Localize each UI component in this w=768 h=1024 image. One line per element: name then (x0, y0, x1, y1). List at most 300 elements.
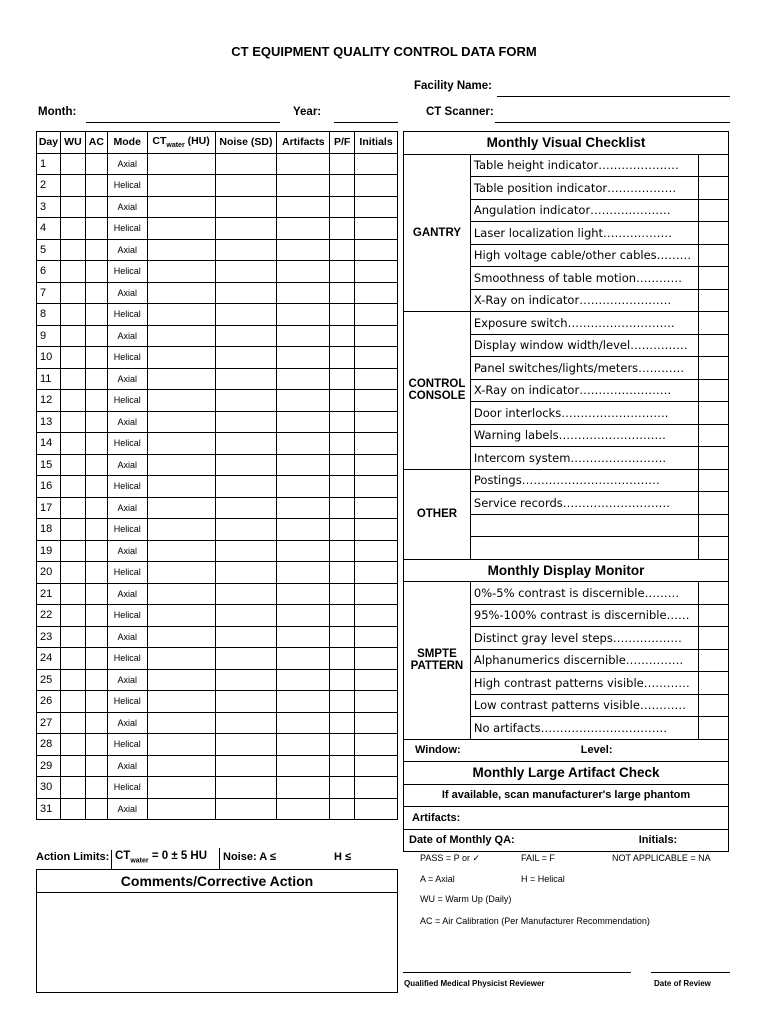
artifacts-cell[interactable] (277, 368, 330, 390)
pf-cell[interactable] (330, 798, 355, 820)
day-cell: 24 (37, 648, 61, 670)
initials-cell[interactable] (355, 325, 398, 347)
ct-cell[interactable] (147, 626, 215, 648)
wu-cell[interactable] (60, 476, 85, 498)
wu-cell[interactable] (60, 175, 85, 197)
initials-cell[interactable] (355, 390, 398, 412)
artifacts-cell[interactable] (277, 540, 330, 562)
artifacts-cell[interactable] (277, 347, 330, 369)
ct-cell[interactable] (147, 497, 215, 519)
pf-cell[interactable] (330, 175, 355, 197)
ct-cell[interactable] (147, 196, 215, 218)
checklist-result-cell[interactable] (698, 492, 728, 515)
ct-cell[interactable] (147, 734, 215, 756)
initials-cell[interactable] (355, 734, 398, 756)
year-field[interactable] (334, 108, 398, 123)
category-other: OTHER (404, 469, 471, 559)
day-cell: 18 (37, 519, 61, 541)
artifacts-cell[interactable] (277, 476, 330, 498)
ac-cell[interactable] (85, 734, 107, 756)
initials-cell[interactable] (355, 583, 398, 605)
ac-cell[interactable] (85, 433, 107, 455)
ct-cell[interactable] (147, 282, 215, 304)
wu-cell[interactable] (60, 669, 85, 691)
ac-cell[interactable] (85, 648, 107, 670)
ac-cell[interactable] (85, 583, 107, 605)
pf-cell[interactable] (330, 239, 355, 261)
noise-cell[interactable] (215, 196, 277, 218)
pf-cell[interactable] (330, 368, 355, 390)
reviewer-line[interactable] (403, 972, 631, 973)
noise-cell[interactable] (215, 454, 277, 476)
ct-cell[interactable] (147, 798, 215, 820)
initials-cell[interactable] (355, 755, 398, 777)
pf-cell[interactable] (330, 712, 355, 734)
wu-cell[interactable] (60, 626, 85, 648)
noise-cell[interactable] (215, 218, 277, 240)
ac-cell[interactable] (85, 519, 107, 541)
pf-cell[interactable] (330, 755, 355, 777)
ct-cell[interactable] (147, 239, 215, 261)
pf-cell[interactable] (330, 669, 355, 691)
table-row (37, 454, 398, 476)
checklist-result-cell[interactable] (698, 447, 728, 470)
table-row (37, 669, 398, 691)
wu-cell[interactable] (60, 519, 85, 541)
noise-cell[interactable] (215, 691, 277, 713)
pf-cell[interactable] (330, 411, 355, 433)
noise-cell[interactable] (215, 798, 277, 820)
monthly-checklist-table (403, 131, 729, 852)
window-level-cell[interactable] (404, 739, 729, 762)
initials-cell[interactable] (355, 239, 398, 261)
facility-label: Facility Name: (414, 80, 492, 92)
checklist-item: Angulation indicator………………… (470, 199, 698, 222)
month-field[interactable] (86, 108, 280, 123)
table-row (37, 153, 398, 175)
initials-cell[interactable] (355, 605, 398, 627)
facility-field[interactable] (497, 82, 730, 97)
noise-cell[interactable] (215, 755, 277, 777)
artifacts-cell[interactable] (277, 175, 330, 197)
wu-cell[interactable] (60, 153, 85, 175)
ct-cell[interactable] (147, 605, 215, 627)
initials-cell[interactable] (355, 540, 398, 562)
checklist-result-cell[interactable] (698, 424, 728, 447)
wu-cell[interactable] (60, 368, 85, 390)
scanner-field[interactable] (495, 108, 730, 123)
initials-cell[interactable] (355, 691, 398, 713)
wu-cell[interactable] (60, 411, 85, 433)
col-noise: Noise (SD) (215, 132, 277, 154)
initials-cell[interactable] (355, 712, 398, 734)
ac-cell[interactable] (85, 196, 107, 218)
table-row (37, 734, 398, 756)
ct-cell[interactable] (147, 691, 215, 713)
noise-cell[interactable] (215, 626, 277, 648)
artifacts-cell[interactable] (277, 605, 330, 627)
day-cell: 4 (37, 218, 61, 240)
initials-cell[interactable] (355, 777, 398, 799)
checklist-item: Service records………………………. (470, 492, 698, 515)
noise-cell[interactable] (215, 519, 277, 541)
checklist-result-cell[interactable] (698, 649, 728, 672)
checklist-row (404, 469, 729, 492)
wu-cell[interactable] (60, 691, 85, 713)
initials-cell[interactable] (355, 304, 398, 326)
noise-cell[interactable] (215, 282, 277, 304)
ac-cell[interactable] (85, 390, 107, 412)
checklist-result-cell[interactable] (698, 154, 728, 177)
noise-cell[interactable] (215, 476, 277, 498)
checklist-result-cell[interactable] (698, 604, 728, 627)
mode-cell: Axial (107, 669, 147, 691)
pf-cell[interactable] (330, 648, 355, 670)
table-row (37, 239, 398, 261)
noise-cell[interactable] (215, 347, 277, 369)
ct-cell[interactable] (147, 175, 215, 197)
noise-cell[interactable] (215, 239, 277, 261)
pf-cell[interactable] (330, 777, 355, 799)
artifacts-cell[interactable] (277, 153, 330, 175)
artifacts-cell[interactable] (277, 777, 330, 799)
noise-cell[interactable] (215, 433, 277, 455)
initials-cell[interactable] (355, 153, 398, 175)
day-cell: 23 (37, 626, 61, 648)
checklist-result-cell[interactable] (698, 222, 728, 245)
initials-cell[interactable] (355, 476, 398, 498)
ac-cell[interactable] (85, 669, 107, 691)
wu-cell[interactable] (60, 261, 85, 283)
ct-cell[interactable] (147, 648, 215, 670)
action-limits-row (36, 848, 398, 869)
table-row (37, 476, 398, 498)
category-control-console: CONTROL CONSOLE (404, 312, 471, 470)
checklist-result-cell[interactable] (698, 334, 728, 357)
ac-cell[interactable] (85, 175, 107, 197)
initials-cell[interactable] (355, 411, 398, 433)
checklist-result-cell[interactable] (698, 717, 728, 740)
artifacts-cell[interactable] (277, 304, 330, 326)
ct-cell[interactable] (147, 325, 215, 347)
artifacts-cell[interactable] (277, 218, 330, 240)
ct-cell[interactable] (147, 777, 215, 799)
initials-cell[interactable] (355, 497, 398, 519)
ac-cell[interactable] (85, 626, 107, 648)
checklist-item: Door interlocks………………………. (470, 402, 698, 425)
artifacts-cell[interactable] (277, 433, 330, 455)
mode-cell: Helical (107, 433, 147, 455)
ac-cell[interactable] (85, 562, 107, 584)
day-cell: 14 (37, 433, 61, 455)
day-cell: 1 (37, 153, 61, 175)
ct-cell[interactable] (147, 368, 215, 390)
qa-date-cell[interactable] (404, 829, 729, 852)
artifacts-cell[interactable] (277, 734, 330, 756)
mode-cell: Helical (107, 175, 147, 197)
ac-cell[interactable] (85, 411, 107, 433)
pf-cell[interactable] (330, 304, 355, 326)
ac-cell[interactable] (85, 497, 107, 519)
checklist-result-cell[interactable] (698, 694, 728, 717)
noise-cell[interactable] (215, 368, 277, 390)
mode-cell: Helical (107, 648, 147, 670)
ct-cell[interactable] (147, 540, 215, 562)
ac-cell[interactable] (85, 755, 107, 777)
wu-cell[interactable] (60, 218, 85, 240)
ac-cell[interactable] (85, 325, 107, 347)
artifacts-cell[interactable] (277, 669, 330, 691)
checklist-result-cell[interactable] (698, 177, 728, 200)
pf-cell[interactable] (330, 454, 355, 476)
checklist-result-cell[interactable] (698, 402, 728, 425)
artifacts-cell[interactable] (277, 390, 330, 412)
checklist-result-cell[interactable] (698, 469, 728, 492)
wu-cell[interactable] (60, 390, 85, 412)
artifacts-cell[interactable] (277, 712, 330, 734)
wu-cell[interactable] (60, 282, 85, 304)
pf-cell[interactable] (330, 218, 355, 240)
wu-cell[interactable] (60, 583, 85, 605)
initials-cell[interactable] (355, 218, 398, 240)
review-date-line[interactable] (651, 972, 730, 973)
initials-cell[interactable] (355, 562, 398, 584)
noise-cell[interactable] (215, 153, 277, 175)
noise-cell[interactable] (215, 669, 277, 691)
pf-cell[interactable] (330, 691, 355, 713)
ac-cell[interactable] (85, 605, 107, 627)
wu-cell[interactable] (60, 540, 85, 562)
wu-cell[interactable] (60, 433, 85, 455)
wu-cell[interactable] (60, 777, 85, 799)
pf-cell[interactable] (330, 325, 355, 347)
checklist-item (470, 514, 698, 537)
artifacts-cell[interactable] (277, 196, 330, 218)
mode-cell: Axial (107, 626, 147, 648)
artifacts-cell[interactable] (277, 798, 330, 820)
ac-cell[interactable] (85, 454, 107, 476)
initials-cell[interactable] (355, 648, 398, 670)
wu-cell[interactable] (60, 798, 85, 820)
ct-cell[interactable] (147, 454, 215, 476)
artifacts-cell[interactable] (277, 583, 330, 605)
checklist-result-cell[interactable] (698, 582, 728, 605)
noise-cell[interactable] (215, 497, 277, 519)
checklist-result-cell[interactable] (698, 199, 728, 222)
artifacts-cell[interactable] (277, 325, 330, 347)
pf-cell[interactable] (330, 476, 355, 498)
noise-cell[interactable] (215, 712, 277, 734)
ac-cell[interactable] (85, 261, 107, 283)
wu-cell[interactable] (60, 239, 85, 261)
pf-cell[interactable] (330, 605, 355, 627)
ac-cell[interactable] (85, 304, 107, 326)
ac-cell[interactable] (85, 476, 107, 498)
ct-cell[interactable] (147, 153, 215, 175)
checklist-result-cell[interactable] (698, 312, 728, 335)
artifacts-cell[interactable] (277, 755, 330, 777)
ct-cell[interactable] (147, 433, 215, 455)
checklist-result-cell[interactable] (698, 244, 728, 267)
pf-cell[interactable] (330, 519, 355, 541)
noise-cell[interactable] (215, 605, 277, 627)
wu-cell[interactable] (60, 454, 85, 476)
pf-cell[interactable] (330, 734, 355, 756)
initials-cell[interactable] (355, 433, 398, 455)
checklist-result-cell[interactable] (698, 379, 728, 402)
pf-cell[interactable] (330, 583, 355, 605)
checklist-result-cell[interactable] (698, 267, 728, 290)
ac-cell[interactable] (85, 712, 107, 734)
initials-cell[interactable] (355, 196, 398, 218)
ct-cell[interactable] (147, 669, 215, 691)
wu-cell[interactable] (60, 734, 85, 756)
noise-cell[interactable] (215, 175, 277, 197)
ct-cell[interactable] (147, 755, 215, 777)
noise-cell[interactable] (215, 583, 277, 605)
artifacts-cell[interactable] (277, 691, 330, 713)
pf-cell[interactable] (330, 390, 355, 412)
artifacts-cell[interactable] (404, 807, 729, 830)
wu-cell[interactable] (60, 325, 85, 347)
checklist-item: Warning labels………………………. (470, 424, 698, 447)
artifacts-cell[interactable] (277, 519, 330, 541)
wu-cell[interactable] (60, 497, 85, 519)
pf-cell[interactable] (330, 196, 355, 218)
ct-cell[interactable] (147, 411, 215, 433)
pf-cell[interactable] (330, 347, 355, 369)
wu-cell[interactable] (60, 304, 85, 326)
mode-cell: Helical (107, 734, 147, 756)
ct-cell[interactable] (147, 304, 215, 326)
artifacts-cell[interactable] (277, 648, 330, 670)
ac-cell[interactable] (85, 347, 107, 369)
initials-cell[interactable] (355, 669, 398, 691)
noise-cell[interactable] (215, 261, 277, 283)
initials-cell[interactable] (355, 347, 398, 369)
comments-title: Comments/Corrective Action (37, 870, 397, 893)
ct-cell[interactable] (147, 712, 215, 734)
legend-pass: PASS = P or ✓ (420, 853, 480, 863)
col-pf: P/F (330, 132, 355, 154)
checklist-item: 95%-100% contrast is discernible…… (470, 604, 698, 627)
artifacts-cell[interactable] (277, 282, 330, 304)
pf-cell[interactable] (330, 282, 355, 304)
noise-cell[interactable] (215, 777, 277, 799)
ac-cell[interactable] (85, 282, 107, 304)
initials-cell[interactable] (355, 282, 398, 304)
wu-cell[interactable] (60, 712, 85, 734)
wu-cell[interactable] (60, 755, 85, 777)
pf-cell[interactable] (330, 261, 355, 283)
initials-cell[interactable] (355, 798, 398, 820)
initials-cell[interactable] (355, 519, 398, 541)
table-row (37, 175, 398, 197)
ct-cell[interactable] (147, 583, 215, 605)
pf-cell[interactable] (330, 540, 355, 562)
col-artifacts: Artifacts (277, 132, 330, 154)
ac-cell[interactable] (85, 239, 107, 261)
ac-cell[interactable] (85, 218, 107, 240)
ac-cell[interactable] (85, 777, 107, 799)
artifacts-cell[interactable] (277, 261, 330, 283)
noise-cell[interactable] (215, 325, 277, 347)
pf-cell[interactable] (330, 153, 355, 175)
initials-cell[interactable] (355, 261, 398, 283)
artifacts-cell[interactable] (277, 626, 330, 648)
day-cell: 16 (37, 476, 61, 498)
pf-cell[interactable] (330, 626, 355, 648)
day-cell: 28 (37, 734, 61, 756)
comments-box[interactable] (36, 869, 398, 993)
table-row (37, 261, 398, 283)
artifacts-cell[interactable] (277, 454, 330, 476)
ct-cell[interactable] (147, 519, 215, 541)
checklist-item: Table position indicator……………… (470, 177, 698, 200)
initials-cell[interactable] (355, 626, 398, 648)
pf-cell[interactable] (330, 497, 355, 519)
checklist-result-cell[interactable] (698, 357, 728, 380)
initials-cell[interactable] (355, 175, 398, 197)
category-gantry: GANTRY (404, 154, 471, 312)
initials-cell[interactable] (355, 368, 398, 390)
daily-table-header (37, 132, 398, 154)
checklist-result-cell[interactable] (698, 289, 728, 312)
checklist-result-cell[interactable] (698, 672, 728, 695)
wu-cell[interactable] (60, 562, 85, 584)
wu-cell[interactable] (60, 347, 85, 369)
ac-cell[interactable] (85, 798, 107, 820)
artifacts-cell[interactable] (277, 497, 330, 519)
wu-cell[interactable] (60, 605, 85, 627)
ac-cell[interactable] (85, 153, 107, 175)
initials-cell[interactable] (355, 454, 398, 476)
noise-cell[interactable] (215, 648, 277, 670)
noise-cell[interactable] (215, 562, 277, 584)
pf-cell[interactable] (330, 562, 355, 584)
checklist-item: Smoothness of table motion………… (470, 267, 698, 290)
ac-cell[interactable] (85, 368, 107, 390)
checklist-result-cell[interactable] (698, 514, 728, 537)
ct-cell[interactable] (147, 218, 215, 240)
noise-cell[interactable] (215, 734, 277, 756)
ct-cell[interactable] (147, 261, 215, 283)
artifacts-cell[interactable] (277, 411, 330, 433)
ct-cell[interactable] (147, 562, 215, 584)
wu-cell[interactable] (60, 196, 85, 218)
checklist-result-cell[interactable] (698, 537, 728, 560)
day-cell: 27 (37, 712, 61, 734)
wu-cell[interactable] (60, 648, 85, 670)
pf-cell[interactable] (330, 433, 355, 455)
noise-cell[interactable] (215, 304, 277, 326)
artifacts-cell[interactable] (277, 562, 330, 584)
checklist-item: Postings……………………………… (470, 469, 698, 492)
ct-cell[interactable] (147, 390, 215, 412)
artifacts-cell[interactable] (277, 239, 330, 261)
noise-cell[interactable] (215, 390, 277, 412)
mode-cell: Axial (107, 497, 147, 519)
noise-cell[interactable] (215, 411, 277, 433)
ct-cell[interactable] (147, 347, 215, 369)
ct-cell[interactable] (147, 476, 215, 498)
checklist-result-cell[interactable] (698, 627, 728, 650)
noise-cell[interactable] (215, 540, 277, 562)
ac-cell[interactable] (85, 540, 107, 562)
ac-cell[interactable] (85, 691, 107, 713)
checklist-item: X-Ray on indicator…………………… (470, 379, 698, 402)
month-label: Month: (38, 106, 77, 118)
